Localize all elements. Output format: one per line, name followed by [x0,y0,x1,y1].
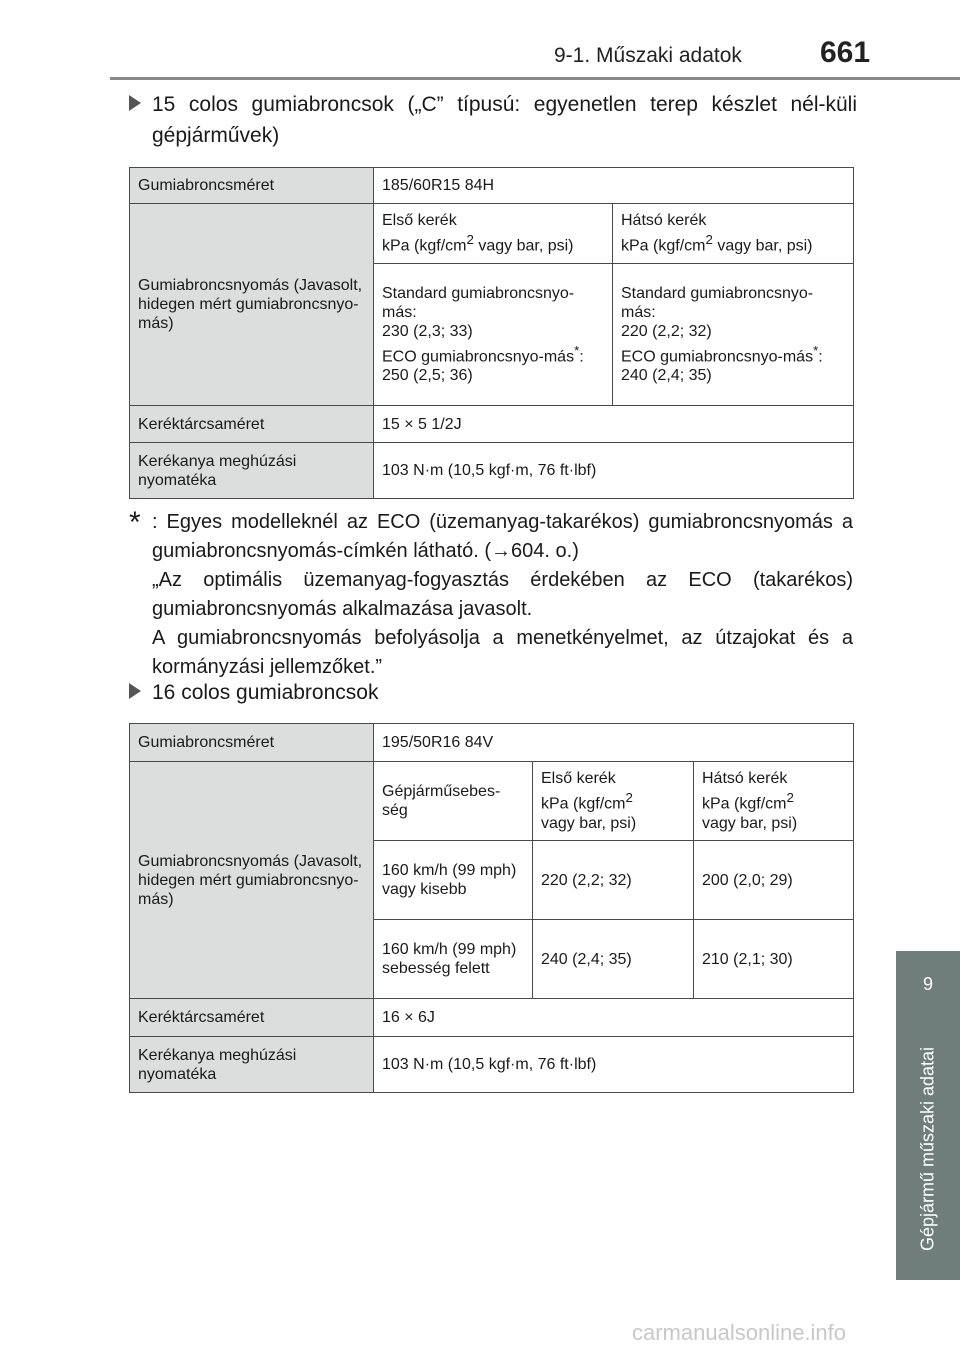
front-pressure-high-speed: 240 (2,4; 35) [533,920,694,999]
rim-size-label: Keréktárcsaméret [130,999,374,1037]
front-pressure-low-speed: 220 (2,2; 32) [533,841,694,920]
section-heading-text: 16 colos gumiabroncsok [152,681,379,704]
section-heading-text: 15 colos gumiabroncsok („C” típusú: egyenetlen terep készlet nél-küli gépjárművek) [152,93,857,147]
page-header [0,0,960,80]
front-wheel-unit: kPa (kgf/cm [382,237,467,255]
lug-nut-torque-value: 103 N·m (10,5 kgf·m, 76 ft·lbf) [374,443,854,499]
rear-wheel-header [613,204,854,264]
vehicle-speed-header: Gépjárműsebes-ség [374,762,533,841]
rear-wheel-title: Hátsó kerék [621,212,707,230]
eco-pressure-label: ECO gumiabroncsnyo-más [382,348,575,366]
unit-superscript: 2 [466,232,474,248]
rear-wheel-unit: kPa (kgf/cm [621,237,706,255]
standard-pressure-label: Standard gumiabroncsnyo-más: [621,284,814,321]
tire-pressure-label: Gumiabroncsnyomás (Javasolt, hidegen mért gumiabroncsnyo-más) [130,204,374,406]
footnote-star: * [813,342,819,358]
rear-pressure-low-speed: 200 (2,0; 29) [694,841,854,920]
chapter-tab-label: Gépjármű műszaki adatai [917,1046,938,1252]
watermark: carmanualsonline.info [632,1320,847,1345]
rear-wheel-header [694,762,854,841]
header-rule [110,77,960,80]
eco-colon: : [579,348,584,366]
eco-pressure-value: 240 (2,4; 35) [621,367,712,385]
unit-superscript: 2 [786,790,794,806]
tire-size-value: 195/50R16 84V [374,724,854,762]
lug-nut-torque-label: Kerékanya meghúzási nyomatéka [130,443,374,499]
rim-size-value: 15 × 5 1/2J [374,406,854,443]
front-wheel-title: Első kerék [541,770,616,788]
section-heading-16-inch [129,677,857,708]
front-wheel-unit-rest: vagy bar, psi) [473,237,574,255]
tire-pressure-label: Gumiabroncsnyomás (Javasolt, hidegen mért gumiabroncsnyo-más) [130,762,374,999]
table-row [130,443,854,499]
rear-pressure-high-speed: 210 (2,1; 30) [694,920,854,999]
table-row [130,999,854,1037]
table-row [130,1037,854,1093]
section-title: 9-1. Műszaki adatok [554,44,742,67]
footnote-body [129,508,853,682]
page-number: 661 [820,36,871,69]
front-wheel-header [533,762,694,841]
chapter-tab [896,1018,960,1280]
table-row [130,762,854,841]
rear-wheel-unit: kPa (kgf/cm [702,795,787,813]
footnote-line: : Egyes modelleknél az ECO (üzemanyag-takarékos) gumiabroncsnyomás a gumiabroncsnyomás-címkén látható. (→604. o.) [152,511,853,562]
speed-range-high: 160 km/h (99 mph) sebesség felett [374,920,533,999]
chapter-tab-number: 9 [896,951,960,1018]
rear-wheel-unit-rest: vagy bar, psi) [702,814,798,832]
rim-size-label: Keréktárcsaméret [130,406,374,443]
tire-spec-table-15-inch [129,167,854,499]
front-wheel-title: Első kerék [382,212,457,230]
rear-pressure-values [613,264,854,406]
bullet-arrow-icon [129,95,141,111]
unit-superscript: 2 [705,232,713,248]
standard-pressure-label: Standard gumiabroncsnyo-más: [382,284,575,321]
eco-colon: : [818,348,823,366]
front-wheel-unit-rest: vagy bar, psi) [541,814,637,832]
table-row [130,724,854,762]
standard-pressure-value: 230 (2,3; 33) [382,322,473,340]
tire-spec-table-16-inch [129,723,854,1093]
table-row [130,204,854,264]
tire-size-label: Gumiabroncsméret [130,168,374,204]
rim-size-value: 16 × 6J [374,999,854,1037]
eco-pressure-value: 250 (2,5; 36) [382,367,473,385]
eco-pressure-label: ECO gumiabroncsnyo-más [621,348,814,366]
footnote-star: * [574,342,580,358]
lug-nut-torque-label: Kerékanya meghúzási nyomatéka [130,1037,374,1093]
table-row [130,406,854,443]
bullet-arrow-icon [129,683,141,699]
lug-nut-torque-value: 103 N·m (10,5 kgf·m, 76 ft·lbf) [374,1037,854,1093]
unit-superscript: 2 [625,790,633,806]
tire-size-value: 185/60R15 84H [374,168,854,204]
front-wheel-unit: kPa (kgf/cm [541,795,626,813]
table-row [130,168,854,204]
footnote-star: * [129,506,141,539]
front-wheel-header [374,204,613,264]
standard-pressure-value: 220 (2,2; 32) [621,322,712,340]
section-heading-15-inch [129,89,857,151]
front-pressure-values [374,264,613,406]
tire-size-label: Gumiabroncsméret [130,724,374,762]
rear-wheel-title: Hátsó kerék [702,770,788,788]
footnote [129,508,853,682]
speed-range-low: 160 km/h (99 mph) vagy kisebb [374,841,533,920]
rear-wheel-unit-rest: vagy bar, psi) [712,237,813,255]
footnote-line: A gumiabroncsnyomás befolyásolja a menetkényelmet, az útzajokat és a kormányzási jellemzőket.” [152,627,853,678]
footnote-line: „Az optimális üzemanyag-fogyasztás érdekében az ECO (takarékos) gumiabroncsnyomás alkalmazása javasolt. [152,569,853,620]
